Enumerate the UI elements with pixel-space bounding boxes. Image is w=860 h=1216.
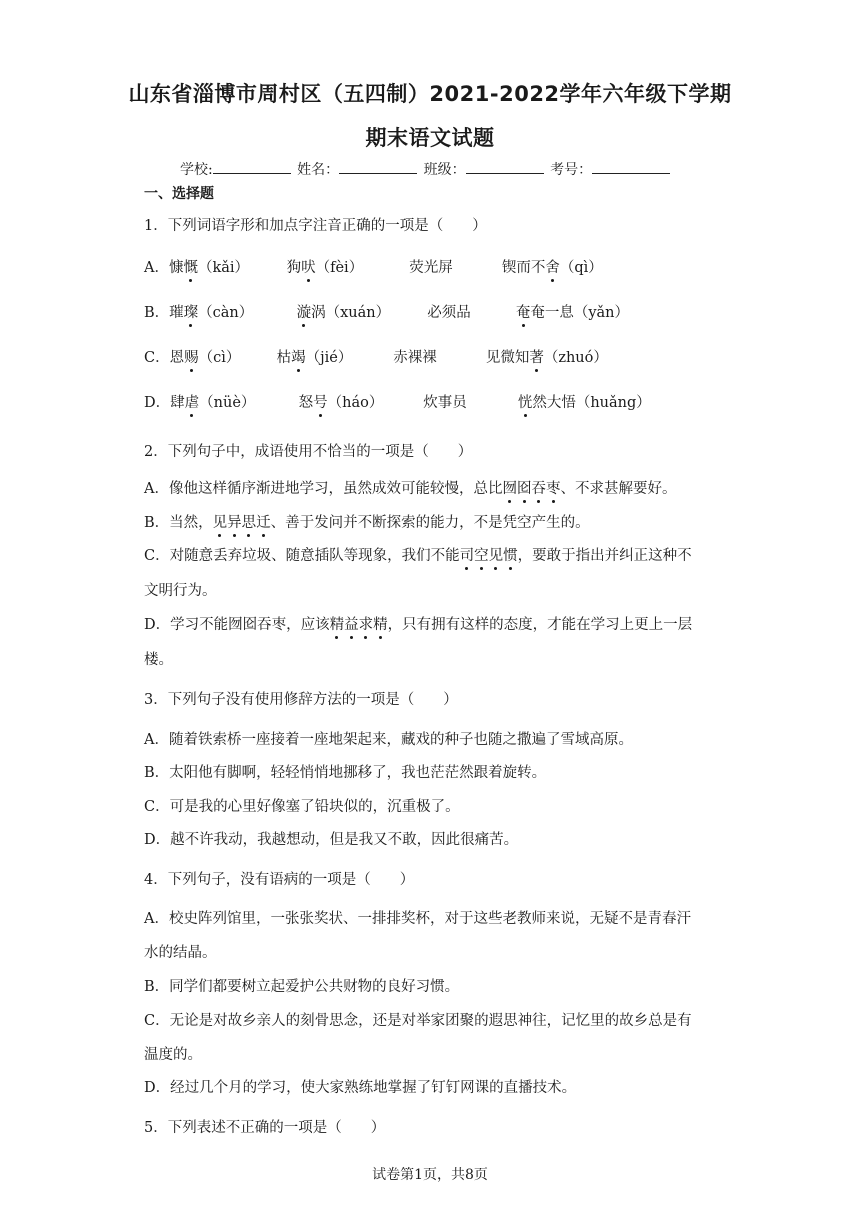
q3-option-c[interactable]: C．可是我的心里好像塞了铅块似的，沉重极了。 [144, 799, 460, 815]
q3-stem: 3．下列句子没有使用修辞方法的一项是（ ） [144, 692, 458, 708]
q1-option-c[interactable]: C．恩赐（cì） 枯竭（jié） 赤裸裸 见微知著（zhuó） [144, 346, 608, 367]
dotted-idiom: 见异思迁 [213, 515, 271, 531]
name-label: 姓名： [297, 162, 340, 178]
exam-title-line1: 山东省淄博市周村区（五四制）2021-2022学年六年级下学期 [128, 82, 732, 106]
q4-option-d[interactable]: D．经过几个月的学习，使大家熟练地掌握了钉钉网课的直播技术。 [144, 1080, 577, 1096]
q4-option-b[interactable]: B．同学们都要树立起爱护公共财物的良好习惯。 [144, 979, 460, 995]
student-info-row [180, 159, 672, 179]
exam-no-blank[interactable] [592, 160, 670, 174]
class-blank[interactable] [466, 160, 544, 174]
q3-option-d[interactable]: D．越不许我动，我越想动，但是我又不敢，因此很痛苦。 [144, 832, 519, 848]
q4-option-a[interactable]: A．校史阵列馆里，一张张奖状、一排排奖杯，对于这些老教师来说，无疑不是青春汗 [144, 911, 691, 927]
q2-option-d-cont: 楼。 [144, 652, 173, 668]
dotted-idiom: 囫囵吞枣 [502, 481, 560, 497]
class-label: 班级： [423, 162, 466, 178]
q3-option-b[interactable]: B．太阳他有脚啊，轻轻悄悄地挪移了，我也茫茫然跟着旋转。 [144, 765, 547, 781]
q3-option-a[interactable]: A．随着铁索桥一座接着一座地架起来，藏戏的种子也随之撒遍了雪域高原。 [144, 732, 633, 748]
q2-option-c[interactable]: C．对随意丢弃垃圾、随意插队等现象，我们不能司空见惯，要敢于指出并纠正这种不 [144, 544, 692, 565]
school-blank[interactable] [213, 160, 291, 174]
q4-stem: 4．下列句子，没有语病的一项是（ ） [144, 872, 415, 888]
q2-option-a[interactable]: A．像他这样循序渐进地学习，虽然成效可能较慢，总比囫囵吞枣、不求甚解要好。 [144, 477, 676, 498]
q1-option-d[interactable]: D．肆虐（nüè） 怒号（háo） 炊事员 恍然大悟（huǎng） [144, 391, 651, 412]
q4-option-c-cont: 温度的。 [144, 1047, 202, 1063]
q4-option-c[interactable]: C．无论是对故乡亲人的刻骨思念，还是对举家团聚的遐思神往，记忆里的故乡总是有 [144, 1013, 692, 1029]
exam-no-label: 考号： [550, 162, 593, 178]
dotted-idiom: 精益求精 [330, 617, 388, 633]
q4-option-a-cont: 水的结晶。 [144, 945, 217, 961]
q2-stem: 2．下列句子中，成语使用不恰当的一项是（ ） [144, 444, 473, 460]
q2-option-b[interactable]: B．当然，见异思迁、善于发问并不断探索的能力，不是凭空产生的。 [144, 511, 590, 532]
q5-stem: 5．下列表述不正确的一项是（ ） [144, 1120, 386, 1136]
q1-stem: 1．下列词语字形和加点字注音正确的一项是（ ） [144, 218, 487, 234]
q1-option-b[interactable]: B．璀璨（càn） 漩涡（xuán） 必须品 奄奄一息（yǎn） [144, 301, 629, 322]
page-footer: 试卷第1页，共8页 [372, 1167, 488, 1183]
q2-option-d[interactable]: D．学习不能囫囵吞枣，应该精益求精，只有拥有这样的态度，才能在学习上更上一层 [144, 613, 692, 634]
dotted-idiom: 司空见惯 [460, 548, 518, 564]
school-label: 学校: [180, 162, 213, 178]
q1-option-a[interactable]: A．慷慨（kǎi） 狗吠（fèi） 荧光屏 锲而不舍（qì） [144, 256, 603, 277]
exam-title-line2: 期末语文试题 [365, 126, 495, 150]
name-blank[interactable] [339, 160, 417, 174]
section-heading: 一、选择题 [144, 186, 214, 202]
q2-option-c-cont: 文明行为。 [144, 583, 217, 599]
